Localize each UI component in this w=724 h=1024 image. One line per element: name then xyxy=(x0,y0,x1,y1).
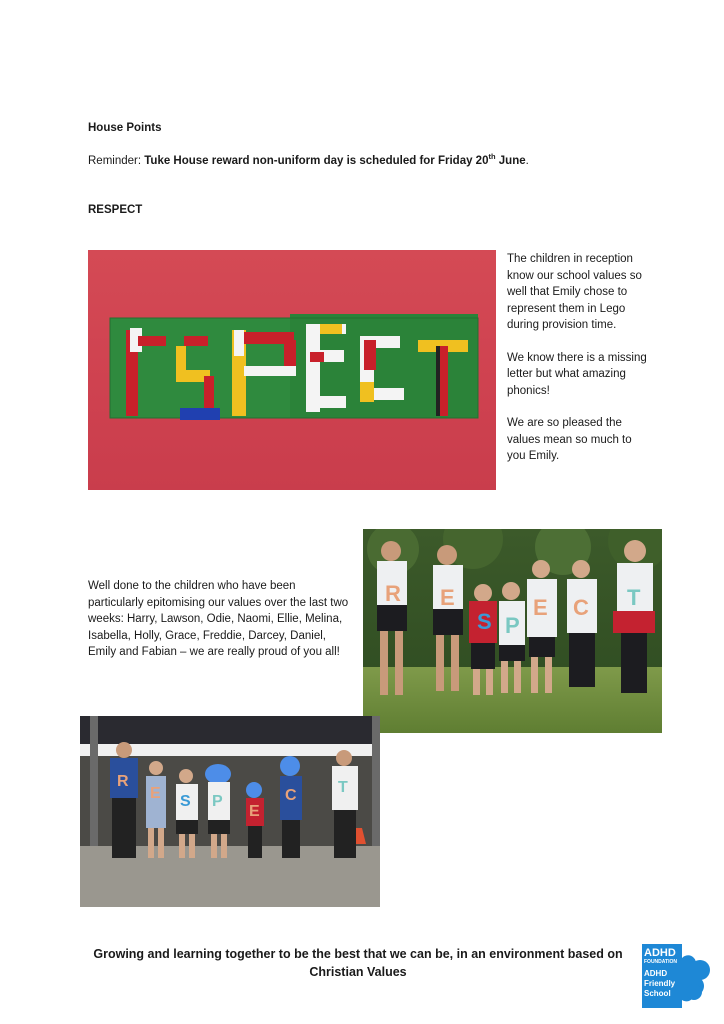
children-respect-group-photo xyxy=(363,529,662,733)
playground-letter-e2: E xyxy=(249,803,260,820)
respect-description xyxy=(507,251,647,481)
house-points-heading: House Points xyxy=(88,122,162,134)
respect-heading: RESPECT xyxy=(88,204,143,216)
playground-letter-c: C xyxy=(285,787,297,804)
reminder-sup: th xyxy=(488,152,496,162)
reminder-bold-end: June xyxy=(495,155,526,167)
well-done-text: Well done to the children who have been particularly epitomising our values over the last two weeks: Harry, Lawson, Odie, Naomi, Ellie, Melina, Isabella, Holly, Grace, Freddie, Darcey, Daniel, Emily and Fabian – we are really proud of you all! xyxy=(88,580,349,658)
group-letter-t: T xyxy=(627,585,641,610)
group-letter-r: R xyxy=(385,581,401,606)
respect-paragraph-1: The children in reception know our school values so well that Emily chose to represent them in Lego during provision time. xyxy=(507,253,642,331)
logo-line4: Friendly xyxy=(644,979,676,988)
reminder-bold xyxy=(144,152,526,167)
respect-paragraph-3: We are so pleased the values mean so much to you Emily. xyxy=(507,417,632,462)
group-letter-e2: E xyxy=(533,595,548,620)
group-letter-c: C xyxy=(573,595,589,620)
reminder-text xyxy=(88,153,708,170)
logo-line2: FOUNDATION xyxy=(644,959,677,965)
reminder-end: . xyxy=(525,155,529,167)
logo-line1: ADHD xyxy=(644,947,676,959)
group-letter-s: S xyxy=(477,609,492,634)
reminder-prefix: Reminder: xyxy=(88,155,145,167)
footer-motto: Growing and learning together to be the best that we can be, in an environment based on Christian Values xyxy=(93,947,623,979)
logo-line3: ADHD xyxy=(644,969,668,978)
logo-line5: School xyxy=(644,989,671,998)
playground-letter-r: R xyxy=(117,773,129,790)
reminder-bold-main: Tuke House reward non-uniform day is scheduled for Friday 20 xyxy=(144,155,489,167)
lego-respect-photo xyxy=(88,250,496,490)
playground-letter-s: S xyxy=(180,793,191,810)
group-letter-p: P xyxy=(505,613,520,638)
playground-letter-p: P xyxy=(212,793,223,810)
playground-letter-t: T xyxy=(338,779,348,796)
playground-respect-photo xyxy=(80,716,380,907)
adhd-friendly-school-logo xyxy=(638,940,712,1012)
group-letter-e1: E xyxy=(440,585,455,610)
playground-letter-e1: E xyxy=(150,785,161,802)
respect-paragraph-2: We know there is a missing letter but what amazing phonics! xyxy=(507,351,647,397)
